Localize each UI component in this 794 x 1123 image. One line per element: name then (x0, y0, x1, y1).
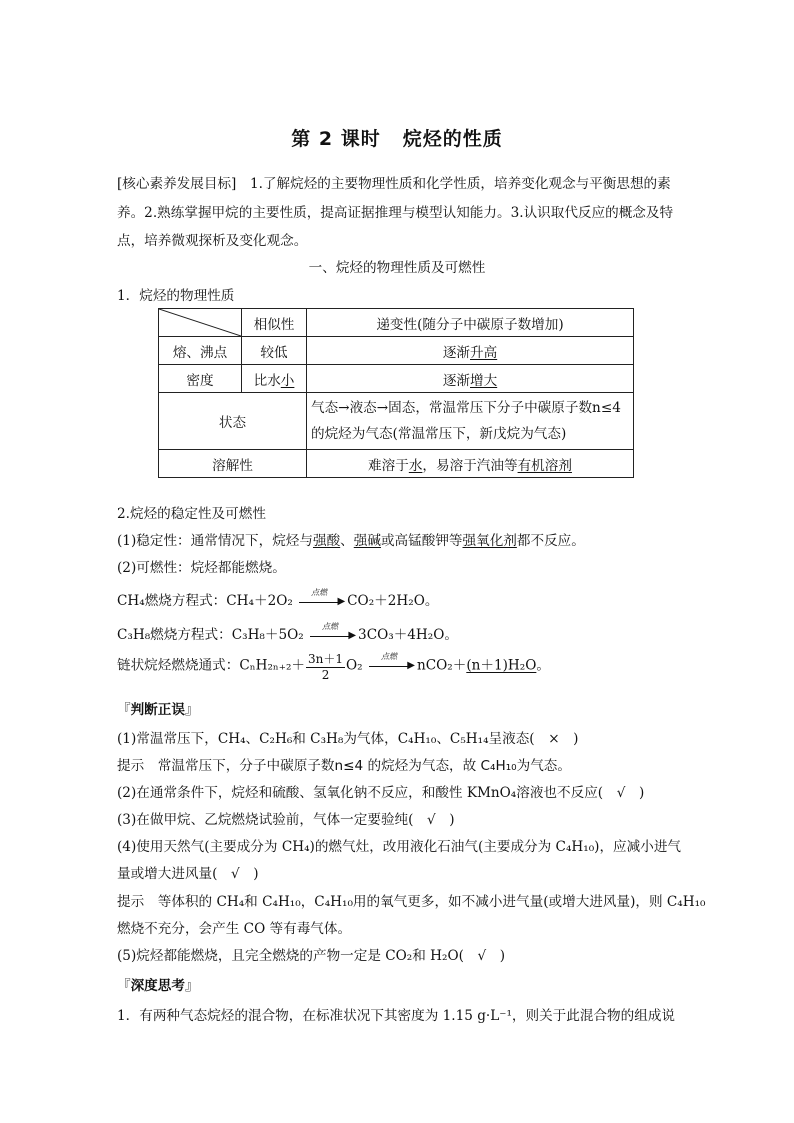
eq3-label: 链状烷烃燃烧通式： (117, 657, 240, 674)
objectives-text-1: 1.了解烷烃的主要物理性质和化学性质，培养变化观念与平衡思想的素 (249, 176, 671, 192)
trend-underlined: 增大 (470, 372, 498, 389)
deep-heading-text: 深度思考 (130, 978, 185, 994)
eq1-rhs: CO₂＋2H₂O。 (347, 593, 439, 609)
stability-text-3: 都不反应。 (516, 533, 585, 549)
judge-q5: (5)烷烃都能燃烧，且完全燃烧的产物一定是 CO₂和 H₂O( √ ) (117, 948, 506, 964)
trend-underlined: 升高 (470, 344, 498, 361)
fraction-numerator: 3n＋1 (308, 652, 344, 666)
row-trend-density (307, 365, 634, 393)
eq1-lhs: CH₄＋2O₂ (226, 593, 293, 609)
reaction-arrow-icon: 点燃 ▶ (369, 659, 415, 673)
eq3-lhs: CₙH₂ₙ₊₂＋ (239, 657, 306, 674)
row-label-melting: 熔、沸点 (159, 337, 242, 365)
sol-text-1: 难溶于 (368, 457, 409, 474)
objectives-label: [核心素养发展目标] (117, 176, 237, 192)
stability-sep: 、 (340, 533, 354, 549)
reaction-arrow-icon: 点燃 ▶ (299, 595, 345, 609)
eq3-rhs: nCO₂＋ (416, 657, 467, 674)
eq1-label: CH₄燃烧方程式： (117, 593, 227, 609)
table-row (159, 337, 634, 365)
row-solubility-desc (307, 450, 634, 478)
judge-q2: (2)在通常条件下，烷烃和硫酸、氢氧化钠不反应，和酸性 KMnO₄溶液也不反应( √ ) (117, 785, 645, 801)
sol-text-2: ，易溶于汽油等 (422, 457, 518, 474)
page-title (0, 124, 794, 151)
row-similar-melting: 较低 (242, 337, 307, 365)
table-header-trend: 递变性(随分子中碳原子数增加) (307, 309, 634, 337)
eq3-rhs-underlined: (n＋1)H₂O (466, 657, 537, 674)
trend-text: 逐渐 (442, 372, 470, 389)
table-corner-cell (159, 309, 242, 337)
eq2-lhs: C₃H₈＋5O₂ (231, 627, 304, 643)
section1-sub1: 1．烷烃的物理性质 (117, 288, 235, 304)
arrow-condition: 点燃 (380, 652, 397, 661)
row-trend-melting (307, 337, 634, 365)
trend-text: 逐渐 (442, 344, 470, 361)
properties-table (158, 308, 634, 478)
deep-q1: 1．有两种气态烷烃的混合物，在标准状况下其密度为 1.15 g·L⁻¹，则关于此混合物的组成说 (117, 1008, 676, 1024)
row-state-desc (307, 393, 634, 450)
arrow-condition: 点燃 (311, 587, 328, 597)
objectives-line-1 (117, 172, 671, 192)
state-line-1: 气态→液态→固态，常温常压下分子中碳原子数n≤4 (311, 400, 621, 416)
arrow-condition: 点燃 (322, 621, 339, 631)
stability-ul-3: 强氧化剂 (462, 533, 517, 549)
table-row (159, 365, 634, 393)
deep-heading: 『深度思考』 (117, 978, 199, 994)
table-header-similar: 相似性 (242, 309, 307, 337)
stability-ul-1: 强酸 (312, 533, 341, 549)
judge-heading-text: 判断正误 (130, 702, 185, 718)
judge-tip4-line1: 提示 等体积的 CH₄和 C₄H₁₀，C₄H₁₀用的氧气更多，如不减小进气量(或增大进风量)，则 C₄H₁₀ (117, 894, 706, 910)
judge-q4-line1: (4)使用天然气(主要成分为 CH₄)的燃气灶，改用液化石油气(主要成分为 C₄H₁₀)，应减小进气 (117, 839, 682, 855)
title-topic: 烷烃的性质 (402, 128, 503, 150)
eq2-rhs: 3CO₃＋4H₂O。 (358, 627, 458, 643)
sol-underlined-1: 水 (408, 457, 423, 474)
equation-c3h8 (117, 623, 458, 643)
table-row (159, 450, 634, 478)
equation-ch4 (117, 589, 438, 609)
equation-general (117, 650, 550, 682)
row-label-density: 密度 (159, 365, 242, 393)
reaction-arrow-icon: 点燃 ▶ (310, 629, 356, 643)
row-similar-density (242, 365, 307, 393)
eq2-label: C₃H₈燃烧方程式： (117, 627, 232, 643)
diagonal-line (159, 309, 241, 336)
objectives-line-2: 养。2.熟练掌握甲烷的主要性质，提高证据推理与模型认知能力。3.认识取代反应的概念及特 (117, 205, 674, 221)
eq3-rhs-end: 。 (536, 657, 550, 674)
similar-underlined: 小 (280, 372, 295, 389)
section1-heading: 一、烷烃的物理性质及可燃性 (308, 260, 486, 276)
state-line-2: 的烷烃为气态(常温常压下，新戊烷为气态) (311, 426, 567, 442)
stability-ul-2: 强碱 (353, 533, 381, 549)
stability-text-1: (1)稳定性：通常情况下，烷烃与 (117, 533, 313, 549)
judge-heading: 『判断正误』 (117, 702, 199, 718)
judge-q4-line2: 量或增大进风量( √ ) (117, 866, 259, 882)
similar-text: 比水 (253, 372, 281, 389)
stability-text-2: 或高锰酸钾等 (380, 533, 463, 549)
judge-tip4-line2: 燃烧不充分，会产生 CO 等有毒气体。 (117, 921, 352, 937)
table-header-row (159, 309, 634, 337)
eq3-o2: O₂ (346, 657, 363, 674)
section2-heading: 2.烷烃的稳定性及可燃性 (117, 506, 266, 522)
fraction-denominator: 2 (321, 668, 330, 682)
judge-q1: (1)常温常压下，CH₄、C₂H₆和 C₃H₈为气体，C₄H₁₀、C₅H₁₄呈液态( × ) (117, 731, 579, 747)
fraction (306, 650, 345, 682)
judge-q3: (3)在做甲烷、乙烷燃烧试验前，气体一定要验纯( √ ) (117, 812, 455, 828)
title-lesson: 第 2 课时 (291, 128, 381, 150)
judge-tip1: 提示 常温常压下，分子中碳原子数n≤4 的烷烃为气态，故 C₄H₁₀为气态。 (117, 758, 571, 774)
combustibility-line: (2)可燃性：烷烃都能燃烧。 (117, 560, 286, 576)
objectives-line-3: 点，培养微观探析及变化观念。 (117, 233, 308, 249)
row-label-solubility: 溶解性 (159, 450, 307, 478)
stability-line (117, 529, 585, 549)
row-label-state: 状态 (159, 393, 307, 450)
sol-underlined-2: 有机溶剂 (517, 457, 572, 474)
table-row (159, 393, 634, 450)
